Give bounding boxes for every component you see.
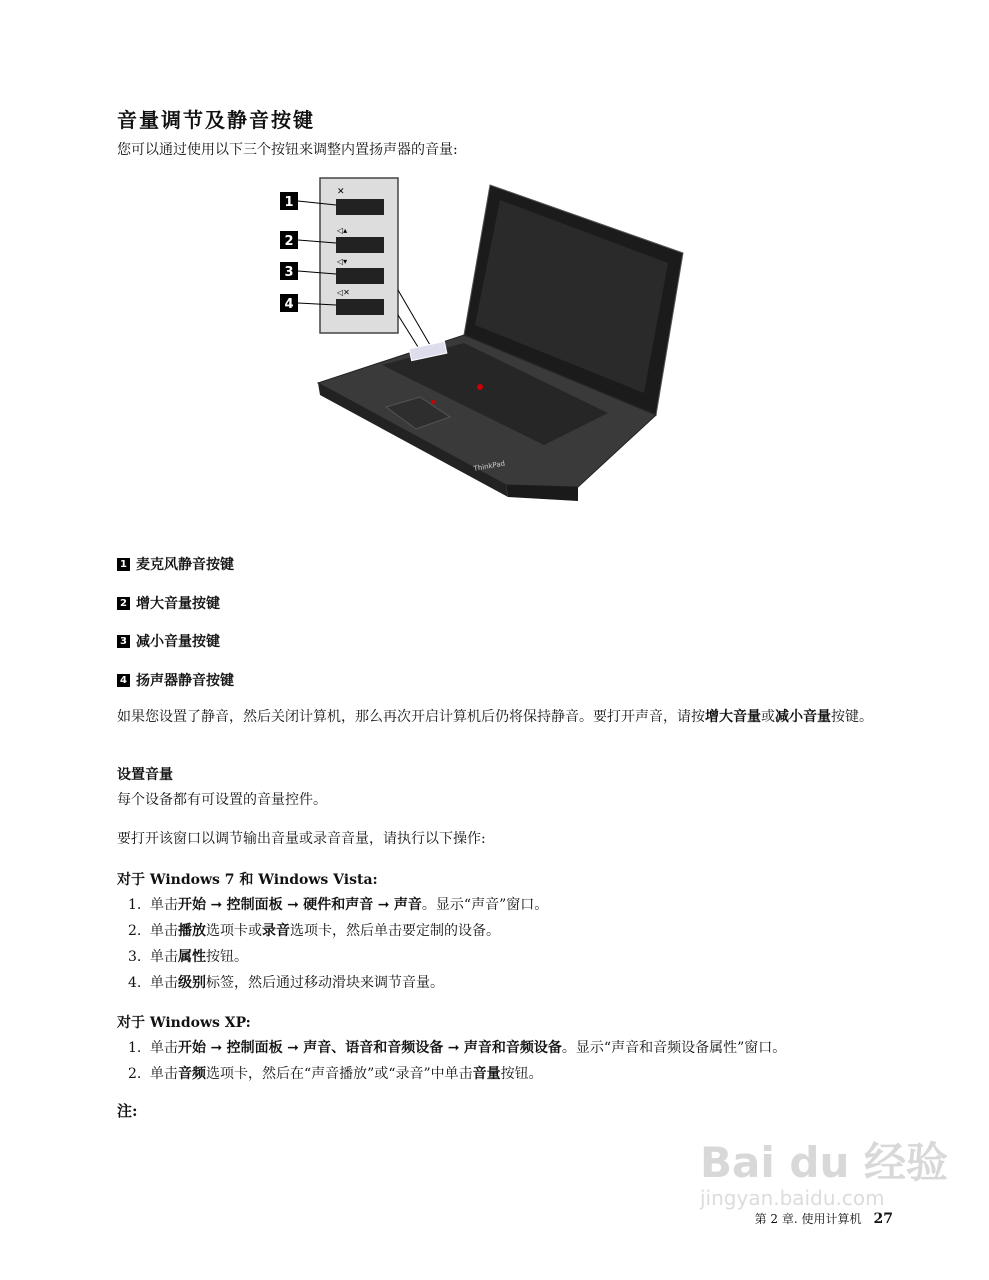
step-item (128, 892, 548, 918)
step-ui-term: 音频 (178, 1066, 206, 1082)
section-paragraph-1: 每个设备都有可设置的音量控件。 (117, 792, 327, 808)
step-number: 2. (128, 923, 142, 939)
svg-text:2: 2 (284, 234, 294, 249)
step-ui-term: 声音 (393, 897, 422, 913)
step-text: 按钮。 (206, 949, 248, 965)
key-label: 增大音量按键 (136, 596, 220, 612)
baidu-watermark (700, 1130, 948, 1210)
watermark-url: jingyan.baidu.com (700, 1186, 885, 1210)
footer-chapter: 第 2 章. 使用计算机 (754, 1212, 862, 1226)
laptop-figure (278, 175, 688, 515)
svg-text:1: 1 (284, 195, 294, 210)
volume-up-icon: ◁▴ (337, 226, 348, 235)
step-text: 选项卡，然后单击要定制的设备。 (290, 923, 500, 939)
step-text: 单击 (150, 1040, 178, 1056)
section-title: 设置音量 (117, 767, 173, 783)
page-footer (755, 1210, 893, 1227)
winxp-heading: 对于 Windows XP: (117, 1015, 251, 1031)
page-number: 27 (873, 1211, 893, 1227)
step-ui-term: 声音和音频设备 (463, 1040, 562, 1056)
key-item-volume-down (117, 631, 220, 651)
step-text: 。显示“声音”窗口。 (421, 897, 549, 913)
svg-text:4: 4 (284, 297, 294, 312)
key-number-badge: 3 (117, 635, 130, 648)
section-paragraph-2: 要打开该窗口以调节输出音量或录音音量，请执行以下操作: (117, 831, 486, 847)
speaker-mute-icon: ◁✕ (337, 288, 350, 297)
step-number: 1. (128, 1040, 142, 1056)
step-number: 3. (128, 949, 142, 965)
svg-text:3: 3 (284, 265, 294, 280)
page-heading: 音量调节及静音按键 (117, 108, 315, 132)
volume-down-icon: ◁▾ (337, 257, 348, 266)
note-label: 注: (117, 1102, 138, 1120)
step-ui-term: 硬件和声音 (303, 897, 374, 913)
step-text: 选项卡或 (206, 923, 262, 939)
winxp-steps (128, 1035, 786, 1087)
step-ui-term: 级别 (178, 975, 206, 991)
step-ui-term: 属性 (178, 949, 206, 965)
key-item-mic-mute (117, 554, 234, 574)
step-item (128, 918, 548, 944)
step-item (128, 970, 548, 996)
thinkpad-logo: ThinkPad (472, 459, 506, 473)
key-label: 麦克风静音按键 (136, 557, 234, 573)
step-text: 标签，然后通过移动滑块来调节音量。 (206, 975, 444, 991)
step-text: 。显示“声音和音频设备属性”窗口。 (561, 1040, 787, 1056)
step-text: 单击 (150, 923, 178, 939)
step-text: ➞ (282, 1040, 304, 1056)
step-ui-term: 录音 (262, 923, 290, 939)
mute-paragraph: 如果您设置了静音，然后关闭计算机，那么再次开启计算机后仍将保持静音。要打开声音，请按增大音量或减小音量按键。 (117, 709, 873, 725)
key-number-badge: 1 (117, 558, 130, 571)
intro-text: 您可以通过使用以下三个按钮来调整内置扬声器的音量: (117, 142, 458, 158)
step-text: ➞ (206, 1040, 227, 1056)
key-item-volume-up (117, 593, 220, 613)
step-text: 单击 (150, 897, 178, 913)
step-text: ➞ (206, 897, 227, 913)
step-item (128, 944, 548, 970)
watermark-logo: Bai du 经验 (700, 1138, 948, 1187)
step-text: ➞ (282, 897, 304, 913)
win7-heading: 对于 Windows 7 和 Windows Vista: (117, 872, 378, 888)
step-text: ➞ (373, 897, 394, 913)
step-ui-term: 播放 (178, 923, 206, 939)
step-ui-term: 控制面板 (226, 897, 283, 913)
key-number-badge: 2 (117, 597, 130, 610)
step-number: 2. (128, 1066, 142, 1082)
step-ui-term: 开始 (178, 897, 206, 913)
step-text: 按钮。 (500, 1066, 543, 1082)
win7-steps (128, 892, 548, 996)
step-ui-term: 声音、语音和音频设备 (303, 1040, 444, 1056)
step-text: 单击 (150, 949, 178, 965)
step-ui-term: 音量 (472, 1066, 501, 1082)
key-label: 减小音量按键 (136, 634, 220, 650)
key-item-speaker-mute (117, 670, 234, 690)
step-number: 1. (128, 897, 142, 913)
step-number: 4. (128, 975, 142, 991)
step-text: 选项卡，然后在“声音播放”或“录音”中单击 (206, 1066, 473, 1082)
laptop-illustration (278, 175, 688, 515)
key-label: 扬声器静音按键 (136, 673, 234, 689)
step-text: 单击 (150, 975, 178, 991)
mic-mute-icon: ✕ (337, 187, 345, 197)
step-item (128, 1061, 786, 1087)
step-text: 单击 (150, 1066, 178, 1082)
step-ui-term: 开始 (178, 1040, 206, 1056)
step-text: ➞ (443, 1040, 464, 1056)
step-item (128, 1035, 786, 1061)
step-ui-term: 控制面板 (226, 1040, 283, 1056)
key-number-badge: 4 (117, 674, 130, 687)
